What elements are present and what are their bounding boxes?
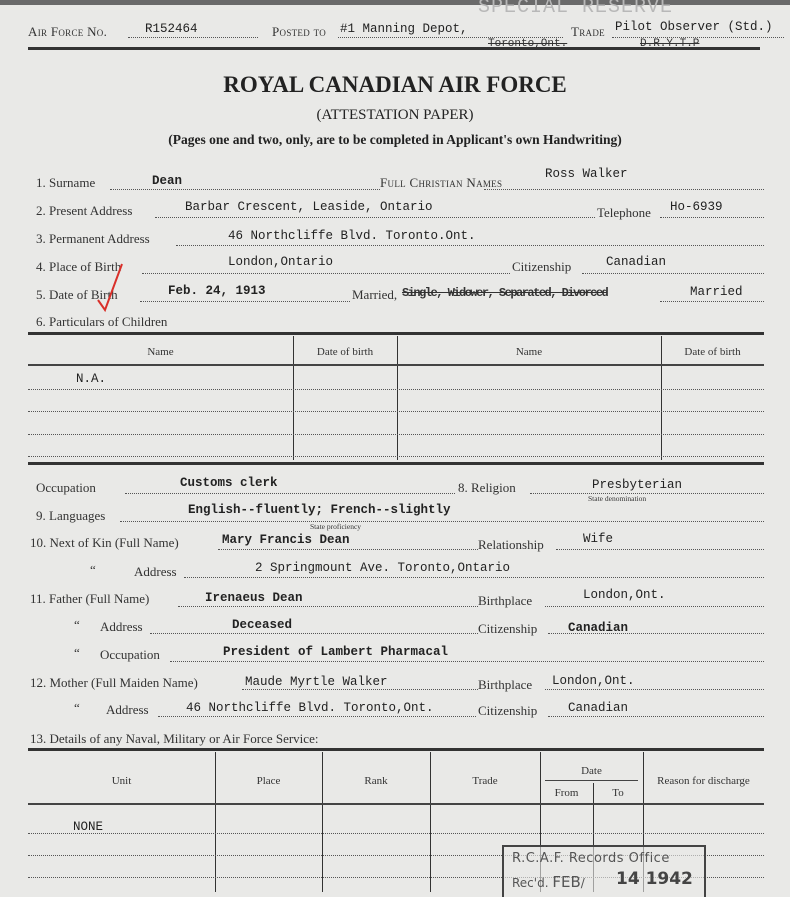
father-address-value: Deceased	[232, 618, 293, 632]
occupation-label: Occupation	[36, 480, 96, 495]
red-checkmark-icon	[96, 262, 126, 312]
col-header-dob-2: Date of birth	[684, 346, 741, 358]
occupation-value: Customs clerk	[180, 476, 278, 490]
telephone-value: Ho-6939	[670, 200, 723, 214]
date-of-birth-value: Feb. 24, 1913	[168, 284, 266, 298]
mother-address-value: 46 Northcliffe Blvd. Toronto,Ont.	[186, 701, 434, 715]
dotted-line	[155, 217, 595, 218]
trade-value: Pilot Observer (Std.)	[615, 20, 773, 34]
header-rule	[28, 803, 764, 805]
col-header-date: Date	[581, 765, 602, 777]
next-of-kin-address-value: 2 Springmount Ave. Toronto,Ontario	[255, 561, 511, 575]
permanent-address-label: 3. Permanent Address	[36, 231, 150, 246]
dotted-line	[660, 217, 764, 218]
dotted-line	[556, 549, 764, 550]
next-of-kin-label: 10. Next of Kin (Full Name)	[30, 535, 179, 550]
citizenship-label: Citizenship	[512, 259, 572, 274]
trade-struck: D.R.Y.T.P	[640, 38, 700, 50]
mother-label: 12. Mother (Full Maiden Name)	[30, 675, 198, 690]
ditto-mark: “	[74, 645, 80, 660]
air-force-no-value: R152464	[145, 22, 198, 36]
father-birthplace-value: London,Ont.	[583, 588, 666, 602]
married-label: Married,	[352, 287, 398, 302]
service-label: 13. Details of any Naval, Military or Air Force Service:	[30, 731, 319, 746]
father-citizenship-value: Canadian	[568, 621, 629, 635]
next-of-kin-value: Mary Francis Dean	[222, 533, 350, 547]
column-divider	[215, 752, 216, 892]
ditto-mark: “	[74, 700, 80, 715]
stamp-month: FEB	[552, 873, 581, 891]
languages-hint: State proficiency	[310, 522, 362, 531]
address-label: Address	[134, 564, 177, 579]
dotted-line	[660, 301, 764, 302]
stamp-recd-text: Rec'd.	[512, 876, 549, 890]
dotted-line	[120, 521, 764, 522]
dotted-line	[170, 661, 764, 662]
children-label: 6. Particulars of Children	[36, 314, 168, 329]
occupation-label: Occupation	[100, 647, 160, 662]
form-instruction: (Pages one and two, only, are to be completed in Applicant's own Handwriting)	[168, 132, 622, 147]
dotted-line	[218, 549, 478, 550]
mother-value: Maude Myrtle Walker	[245, 675, 388, 689]
table-top-rule	[28, 748, 764, 751]
religion-label: 8. Religion	[458, 480, 516, 495]
posted-to-value: #1 Manning Depot,	[340, 22, 468, 36]
telephone-label: Telephone	[597, 205, 651, 220]
citizenship-value: Canadian	[606, 255, 667, 269]
dotted-line	[582, 273, 764, 274]
dotted-line	[545, 606, 764, 607]
table-row	[28, 456, 764, 457]
dotted-line	[142, 273, 510, 274]
surname-label: 1. Surname	[36, 175, 96, 190]
form-title: ROYAL CANADIAN AIR FORCE	[223, 72, 567, 97]
christian-names-label: Full Christian Names	[380, 175, 503, 190]
table-row	[28, 389, 764, 390]
religion-value: Presbyterian	[592, 478, 683, 492]
father-label: 11. Father (Full Name)	[30, 591, 150, 606]
dotted-line	[548, 716, 764, 717]
address-label: Address	[106, 702, 149, 717]
col-header-trade: Trade	[472, 775, 498, 787]
dotted-line	[128, 37, 258, 38]
header-rule	[28, 364, 764, 366]
child-row-1-name: N.A.	[76, 372, 107, 386]
mother-citizenship-value: Canadian	[568, 701, 629, 715]
service-row-1-unit: NONE	[73, 820, 104, 834]
christian-names-value: Ross Walker	[545, 167, 628, 181]
dotted-line	[158, 716, 476, 717]
marital-status-value: Married	[690, 285, 743, 299]
stamp-date: 14 1942	[616, 869, 693, 889]
col-header-reason: Reason for discharge	[657, 775, 750, 787]
present-address-value: Barbar Crescent, Leaside, Ontario	[185, 200, 433, 214]
date-of-birth-label: 5. Date of Birth	[36, 287, 118, 302]
col-header-rank: Rank	[364, 775, 388, 787]
posted-to-label: Posted to	[272, 24, 327, 39]
relationship-value: Wife	[583, 532, 614, 546]
special-reserve-stamp: SPECIAL RESERVE	[478, 0, 674, 19]
dotted-line	[140, 301, 350, 302]
table-bottom-rule	[28, 462, 764, 465]
dotted-line	[150, 633, 478, 634]
stamp-office: R.C.A.F. Records Office	[512, 851, 670, 866]
table-row	[28, 833, 764, 834]
dotted-line	[125, 493, 455, 494]
citizenship-label: Citizenship	[478, 621, 538, 636]
present-address-label: 2. Present Address	[36, 203, 133, 218]
dotted-line	[530, 493, 764, 494]
birthplace-label: Birthplace	[478, 677, 533, 692]
relationship-label: Relationship	[478, 537, 544, 552]
stamp-recd-label: Rec'd. FEB/	[512, 873, 585, 891]
religion-hint: State denomination	[588, 494, 647, 503]
table-row	[28, 411, 764, 412]
dotted-line	[242, 689, 478, 690]
ditto-mark: “	[90, 562, 96, 577]
address-label: Address	[100, 619, 143, 634]
col-header-unit: Unit	[111, 775, 132, 787]
marital-options-struck: Single, Widower, Separated, Divorced	[402, 286, 608, 300]
birthplace-label: Birthplace	[478, 593, 533, 608]
father-value: Irenaeus Dean	[205, 591, 303, 605]
col-header-name-2: Name	[515, 346, 543, 358]
surname-value: Dean	[152, 174, 183, 188]
col-header-place: Place	[256, 775, 281, 787]
languages-value: English--fluently; French--slightly	[188, 503, 451, 517]
posted-to-struck: Toronto,Ont.	[488, 38, 568, 50]
dotted-line	[545, 689, 764, 690]
mother-birthplace-value: London,Ont.	[552, 674, 635, 688]
languages-label: 9. Languages	[36, 508, 106, 523]
column-divider	[430, 752, 431, 892]
dotted-line	[110, 189, 380, 190]
dotted-line	[548, 633, 764, 634]
records-office-stamp	[502, 845, 706, 897]
dotted-line	[484, 189, 764, 190]
permanent-address-value: 46 Northcliffe Blvd. Toronto.Ont.	[228, 229, 476, 243]
air-force-no-label: Air Force No.	[28, 24, 108, 39]
col-header-name: Name	[147, 346, 174, 358]
dotted-line	[178, 606, 478, 607]
column-divider	[322, 752, 323, 892]
date-subheader-rule	[545, 780, 638, 781]
dotted-line	[184, 577, 764, 578]
father-occupation-value: President of Lambert Pharmacal	[223, 645, 449, 659]
dotted-line	[176, 245, 764, 246]
citizenship-label: Citizenship	[478, 703, 538, 718]
form-subtitle: (ATTESTATION PAPER)	[316, 107, 474, 123]
ditto-mark: “	[74, 617, 80, 632]
trade-label: Trade	[571, 24, 605, 39]
table-top-rule	[28, 332, 764, 335]
place-of-birth-value: London,Ontario	[228, 255, 334, 269]
place-of-birth-label: 4. Place of Birth	[36, 259, 122, 274]
col-header-to: To	[612, 787, 624, 799]
table-row	[28, 434, 764, 435]
col-header-from: From	[554, 787, 579, 799]
col-header-dob: Date of birth	[316, 346, 374, 358]
